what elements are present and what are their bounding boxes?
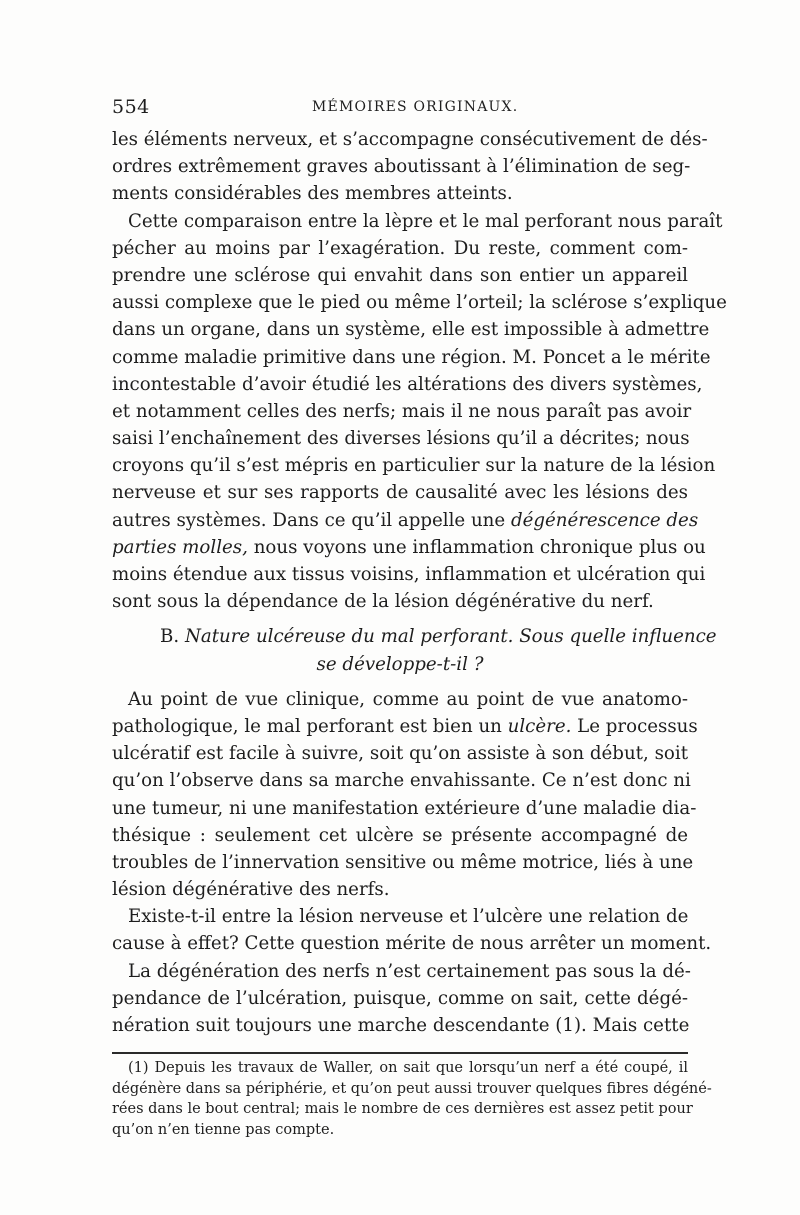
text-line: saisi l’enchaînement des diverses lésions qu’il a décrites; nous	[112, 428, 690, 450]
text-line	[112, 507, 699, 534]
text-line: troubles de l’innervation sensitive ou même motrice, liés à une	[112, 851, 694, 873]
text-fragment: Le processus	[571, 715, 698, 737]
italic-term: parties molles,	[112, 536, 248, 558]
section-heading	[112, 623, 717, 650]
text-line: moins étendue aux tissus voisins, inflammation et ulcération qui	[112, 564, 706, 585]
italic-term: dégénérescence des	[510, 509, 699, 531]
section-title-cont: se développe-t-il ?	[316, 653, 484, 675]
text-line: ments considérables des membres atteints.	[112, 183, 513, 205]
footnote	[112, 1058, 712, 1140]
text-line: nerveuse et sur ses rapports de causalité avec les lésions des	[112, 482, 688, 504]
text-line: croyons qu’il s’est mépris en particulier sur la nature de la lésion	[112, 455, 716, 477]
footnote-rule	[112, 1052, 688, 1054]
text-line: dans un organe, dans un système, elle est impossible à admettre	[112, 319, 710, 341]
running-title: MÉMOIRES ORIGINAUX.	[312, 99, 519, 115]
section-label: B.	[160, 626, 185, 648]
text-line: ordres extrêmement graves aboutissant à l’élimination de seg-	[112, 156, 691, 178]
text-line	[112, 534, 706, 561]
text-line: lésion dégénérative des nerfs.	[112, 879, 390, 901]
footnote-line: rées dans le bout central; mais le nombre de ces dernières est assez petit pour	[112, 1101, 693, 1117]
text-line: prendre une sclérose qui envahit dans son entier un appareil	[112, 264, 688, 286]
text-line	[112, 713, 698, 740]
text-line: incontestable d’avoir étudié les altérations des divers systèmes,	[112, 373, 703, 395]
text-line: Au point de vue clinique, comme au point de vue anatomo-	[128, 688, 688, 710]
text-line: pendance de l’ulcération, puisque, comme on sait, cette dégé-	[112, 987, 688, 1009]
page-number: 554	[112, 96, 150, 118]
text-line: pécher au moins par l’exagération. Du reste, comment com-	[112, 237, 688, 259]
text-line: aussi complexe que le pied ou même l’orteil; la sclérose s’explique	[112, 292, 727, 314]
text-fragment: pathologique, le mal perforant est bien un	[112, 715, 508, 737]
text-line: La dégénération des nerfs n’est certainement pas sous la dé-	[128, 960, 691, 982]
section-heading-continuation	[112, 651, 688, 678]
text-line: comme maladie primitive dans une région. M. Poncet a le mérite	[112, 346, 711, 368]
body-text	[112, 126, 727, 1039]
text-line: thésique : seulement cet ulcère se présente accompagné de	[112, 824, 688, 846]
text-line: cause à effet? Cette question mérite de nous arrêter un moment.	[112, 933, 712, 955]
text-line: Existe-t-il entre la lésion nerveuse et l’ulcère une relation de	[128, 906, 689, 928]
text-line: Cette comparaison entre la lèpre et le mal perforant nous paraît	[128, 210, 723, 232]
footnote-line: dégénère dans sa périphérie, et qu’on peut aussi trouver quelques fibres dégéné-	[112, 1080, 712, 1097]
text-line: ulcératif est facile à suivre, soit qu’on assiste à son début, soit	[112, 743, 688, 765]
text-line: nération suit toujours une marche descendante (1). Mais cette	[112, 1015, 690, 1036]
text-fragment: nous voyons une inflammation chronique plus ou	[247, 536, 706, 558]
footnote-line: (1) Depuis les travaux de Waller, on sait que lorsqu’un nerf a été coupé, il	[128, 1060, 688, 1076]
text-line: les éléments nerveux, et s’accompagne consécutivement de dés-	[112, 129, 708, 150]
text-line: sont sous la dépendance de la lésion dégénérative du nerf.	[112, 591, 654, 613]
italic-term: ulcère.	[507, 715, 572, 737]
running-head	[112, 96, 688, 124]
footnote-line: qu’on n’en tienne pas compte.	[112, 1121, 335, 1138]
text-line: qu’on l’observe dans sa marche envahissante. Ce n’est donc ni	[112, 770, 691, 792]
text-line: une tumeur, ni une manifestation extérieure d’une maladie dia-	[112, 797, 697, 819]
text-line: et notamment celles des nerfs; mais il ne nous paraît pas avoir	[112, 400, 692, 422]
text-fragment: autres systèmes. Dans ce qu’il appelle une	[112, 509, 511, 531]
section-title: Nature ulcéreuse du mal perforant. Sous quelle influence	[184, 626, 717, 648]
